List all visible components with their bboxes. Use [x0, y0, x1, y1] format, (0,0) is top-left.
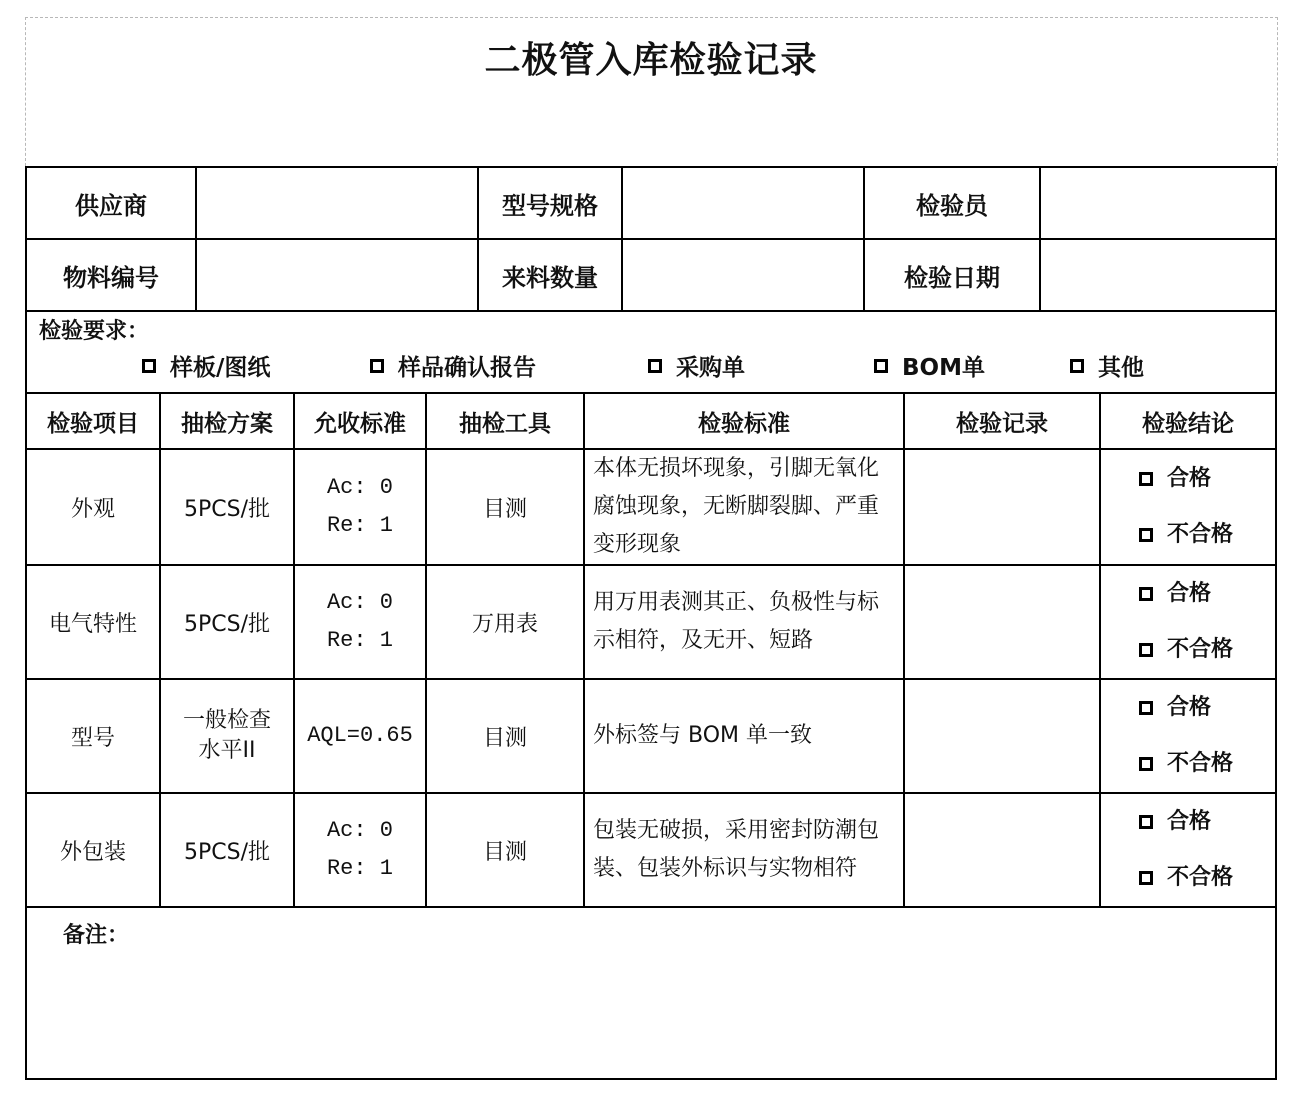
- header-item: 检验项目: [26, 393, 160, 449]
- row-acceptance: Ac: 0 Re: 1: [294, 793, 426, 907]
- model-label: 型号规格: [478, 167, 622, 239]
- row-record-field[interactable]: [904, 679, 1100, 793]
- requirement-option-purchase-order[interactable]: 采购单: [648, 349, 874, 382]
- row-verdict: [1100, 565, 1276, 679]
- row-item: 外包装: [26, 793, 160, 907]
- requirement-option-drawing[interactable]: 样板/图纸: [142, 349, 370, 382]
- quantity-label: 来料数量: [478, 239, 622, 311]
- row-standard: 包装无破损，采用密封防潮包装、包装外标识与实物相符: [584, 793, 904, 907]
- requirement-option-sample-report[interactable]: 样品确认报告: [370, 349, 648, 382]
- date-field[interactable]: [1040, 239, 1276, 311]
- quantity-field[interactable]: [622, 239, 864, 311]
- table-row: [26, 449, 1276, 565]
- remarks-field[interactable]: [26, 907, 1276, 1079]
- table-row: [26, 679, 1276, 793]
- material-no-field[interactable]: [196, 239, 478, 311]
- row-standard: 本体无损坏现象，引脚无氧化腐蚀现象，无断脚裂脚、严重变形现象: [584, 449, 904, 565]
- row-tool: 目测: [426, 679, 584, 793]
- row-verdict: [1100, 679, 1276, 793]
- verdict-fail-option[interactable]: 不合格: [1139, 507, 1275, 563]
- table-row: [26, 793, 1276, 907]
- header-verdict: 检验结论: [1100, 393, 1276, 449]
- row-plan: 5PCS/批: [160, 565, 294, 679]
- row-item: 外观: [26, 449, 160, 565]
- row-record-field[interactable]: [904, 565, 1100, 679]
- row-plan: 5PCS/批: [160, 449, 294, 565]
- requirements-options: [142, 349, 1144, 382]
- inspection-table: [25, 392, 1277, 1080]
- checkbox-icon[interactable]: [874, 359, 888, 373]
- row-record-field[interactable]: [904, 793, 1100, 907]
- row-verdict: [1100, 449, 1276, 565]
- checkbox-icon[interactable]: [1139, 815, 1153, 829]
- model-field[interactable]: [622, 167, 864, 239]
- remarks-label: 备注：: [63, 923, 130, 948]
- table-header-row: [26, 393, 1276, 449]
- inspector-label: 检验员: [864, 167, 1040, 239]
- verdict-fail-option[interactable]: 不合格: [1139, 622, 1275, 678]
- checkbox-icon[interactable]: [370, 359, 384, 373]
- requirements-section: [26, 311, 1276, 393]
- header-record: 检验记录: [904, 393, 1100, 449]
- row-acceptance: Ac: 0 Re: 1: [294, 449, 426, 565]
- row-plan: 5PCS/批: [160, 793, 294, 907]
- checkbox-icon[interactable]: [1139, 528, 1153, 542]
- verdict-pass-option[interactable]: 合格: [1139, 451, 1275, 507]
- header-tool: 抽检工具: [426, 393, 584, 449]
- checkbox-icon[interactable]: [1139, 643, 1153, 657]
- supplier-label: 供应商: [26, 167, 196, 239]
- verdict-fail-option[interactable]: 不合格: [1139, 736, 1275, 792]
- info-table: [25, 166, 1277, 394]
- header-acceptance: 允收标准: [294, 393, 426, 449]
- row-standard: 外标签与 BOM 单一致: [584, 679, 904, 793]
- checkbox-icon[interactable]: [648, 359, 662, 373]
- checkbox-icon[interactable]: [1139, 472, 1153, 486]
- requirement-option-other[interactable]: 其他: [1070, 349, 1144, 382]
- row-acceptance: Ac: 0 Re: 1: [294, 565, 426, 679]
- verdict-pass-option[interactable]: 合格: [1139, 566, 1275, 622]
- row-tool: 目测: [426, 449, 584, 565]
- remarks-row: [26, 907, 1276, 1079]
- checkbox-icon[interactable]: [1139, 587, 1153, 601]
- checkbox-icon[interactable]: [1070, 359, 1084, 373]
- verdict-pass-option[interactable]: 合格: [1139, 680, 1275, 736]
- page-title: 二极管入库检验记录: [484, 40, 818, 81]
- row-tool: 万用表: [426, 565, 584, 679]
- date-label: 检验日期: [864, 239, 1040, 311]
- row-verdict: [1100, 793, 1276, 907]
- row-record-field[interactable]: [904, 449, 1100, 565]
- checkbox-icon[interactable]: [1139, 701, 1153, 715]
- table-row: [26, 565, 1276, 679]
- verdict-fail-option[interactable]: 不合格: [1139, 850, 1275, 906]
- inspector-field[interactable]: [1040, 167, 1276, 239]
- row-standard: 用万用表测其正、负极性与标示相符，及无开、短路: [584, 565, 904, 679]
- checkbox-icon[interactable]: [1139, 757, 1153, 771]
- supplier-field[interactable]: [196, 167, 478, 239]
- header-standard: 检验标准: [584, 393, 904, 449]
- header-plan: 抽检方案: [160, 393, 294, 449]
- row-item: 电气特性: [26, 565, 160, 679]
- row-item: 型号: [26, 679, 160, 793]
- requirements-label: 检验要求：: [39, 319, 150, 344]
- checkbox-icon[interactable]: [142, 359, 156, 373]
- row-acceptance: AQL=0.65: [294, 679, 426, 793]
- row-tool: 目测: [426, 793, 584, 907]
- verdict-pass-option[interactable]: 合格: [1139, 794, 1275, 850]
- row-plan: 一般检查水平II: [160, 679, 294, 793]
- material-no-label: 物料编号: [26, 239, 196, 311]
- checkbox-icon[interactable]: [1139, 871, 1153, 885]
- requirement-option-bom[interactable]: BOM单: [874, 349, 1070, 382]
